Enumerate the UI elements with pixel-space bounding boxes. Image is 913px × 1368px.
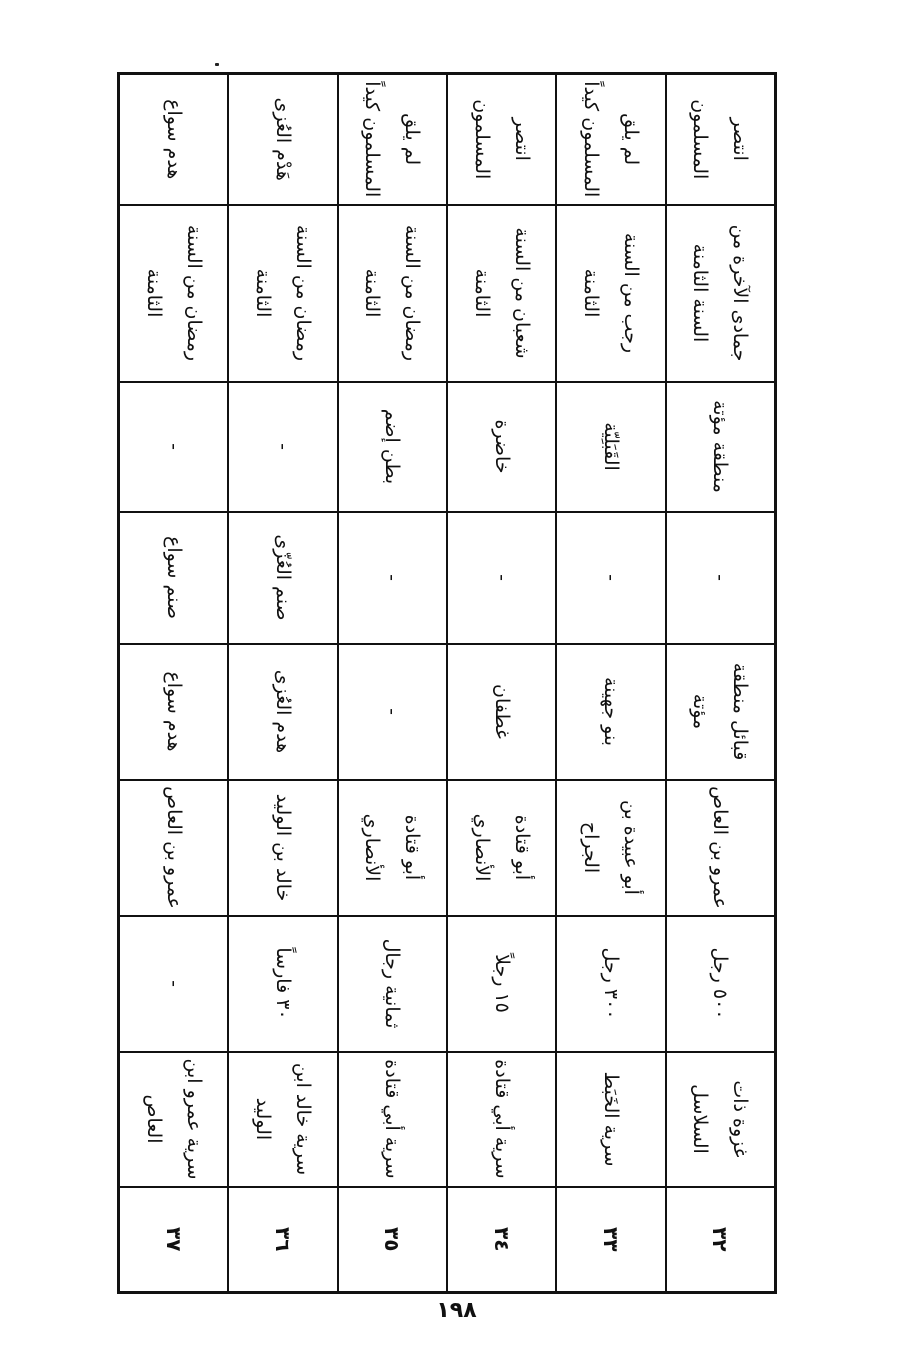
commander-cell: أبو قتادة الأنصاري <box>447 780 556 916</box>
row-number-cell: ٣٧ <box>119 1187 229 1293</box>
expedition-cell: سرية الخَبَط <box>556 1052 665 1187</box>
location-cell: بطن إضم <box>338 382 447 512</box>
table-row <box>447 74 556 1293</box>
strength-cell: ٥٠٠ رجل <box>666 916 776 1052</box>
strength-cell: ١٥ رجلاً <box>447 916 556 1052</box>
table-row <box>556 74 665 1293</box>
table-row <box>666 74 776 1293</box>
result-cell: لم يلق المسلمون كيداً <box>556 74 665 205</box>
idol-cell: - <box>556 512 665 644</box>
row-number-cell: ٣٦ <box>229 1187 338 1293</box>
result-cell: انتصر المسلمون <box>447 74 556 205</box>
opponent-cell: - <box>338 644 447 780</box>
row-number-cell: ٣٢ <box>666 1187 776 1293</box>
rotated-page-content <box>117 72 777 1291</box>
idol-cell: - <box>666 512 776 644</box>
strength-cell: - <box>119 916 229 1052</box>
idol-cell: - <box>447 512 556 644</box>
opponent-cell: هدم سواع <box>119 644 229 780</box>
commander-cell: أبو قتادة الأنصاري <box>338 780 447 916</box>
date-cell: رمضان من السنة الثامنة <box>119 205 229 382</box>
row-number-cell: ٣٥ <box>338 1187 447 1293</box>
table-row <box>119 74 229 1293</box>
opponent-cell: هدم العُزى <box>229 644 338 780</box>
commander-cell: عمرو بن العاص <box>119 780 229 916</box>
result-cell: هَدْم العُزى <box>229 74 338 205</box>
commander-cell: عمرو بن العاص <box>666 780 776 916</box>
table-row <box>338 74 447 1293</box>
page-number: ١٩٨ <box>436 1298 477 1323</box>
date-cell: رمضان من السنة الثامنة <box>338 205 447 382</box>
row-number-cell: ٣٣ <box>556 1187 665 1293</box>
opponent-cell: غطفان <box>447 644 556 780</box>
idol-cell: صنم سواع <box>119 512 229 644</box>
strength-cell: ٣٠ فارساً <box>229 916 338 1052</box>
idol-cell: صنم العُزّى <box>229 512 338 644</box>
expedition-cell: سرية عمرو ابن العاص <box>119 1052 229 1187</box>
result-cell: انتصر المسلمون <box>666 74 776 205</box>
date-cell: جمادى الآخرة من السنة الثامنة <box>666 205 776 382</box>
date-cell: رجب من السنة الثامنة <box>556 205 665 382</box>
date-cell: رمضان من السنة الثامنة <box>229 205 338 382</box>
commander-cell: أبو عبيدة بن الجراح <box>556 780 665 916</box>
expedition-cell: غزوة ذات السلاسل <box>666 1052 776 1187</box>
date-cell: شعبان من السنة الثامنة <box>447 205 556 382</box>
location-cell: خاضرة <box>447 382 556 512</box>
expedition-cell: سرية خالد ابن الوليد <box>229 1052 338 1187</box>
result-cell: لم يلق المسلمون كيداً <box>338 74 447 205</box>
location-cell: - <box>119 382 229 512</box>
commander-cell: خالد بن الوليد <box>229 780 338 916</box>
location-cell: - <box>229 382 338 512</box>
expedition-cell: سرية أبي قتادة <box>447 1052 556 1187</box>
expeditions-table <box>117 72 777 1294</box>
result-cell: هدم سواع <box>119 74 229 205</box>
location-cell: القَبَلِيّة <box>556 382 665 512</box>
table-row <box>229 74 338 1293</box>
idol-cell: - <box>338 512 447 644</box>
print-speck <box>215 63 219 66</box>
strength-cell: ٣٠٠ رجل <box>556 916 665 1052</box>
opponent-cell: بنو جهينة <box>556 644 665 780</box>
row-number-cell: ٣٤ <box>447 1187 556 1293</box>
expedition-cell: سرية أبي قتادة <box>338 1052 447 1187</box>
opponent-cell: قبائل منطقة مؤتة <box>666 644 776 780</box>
strength-cell: ثمانية رجال <box>338 916 447 1052</box>
location-cell: منطقة مؤتة <box>666 382 776 512</box>
